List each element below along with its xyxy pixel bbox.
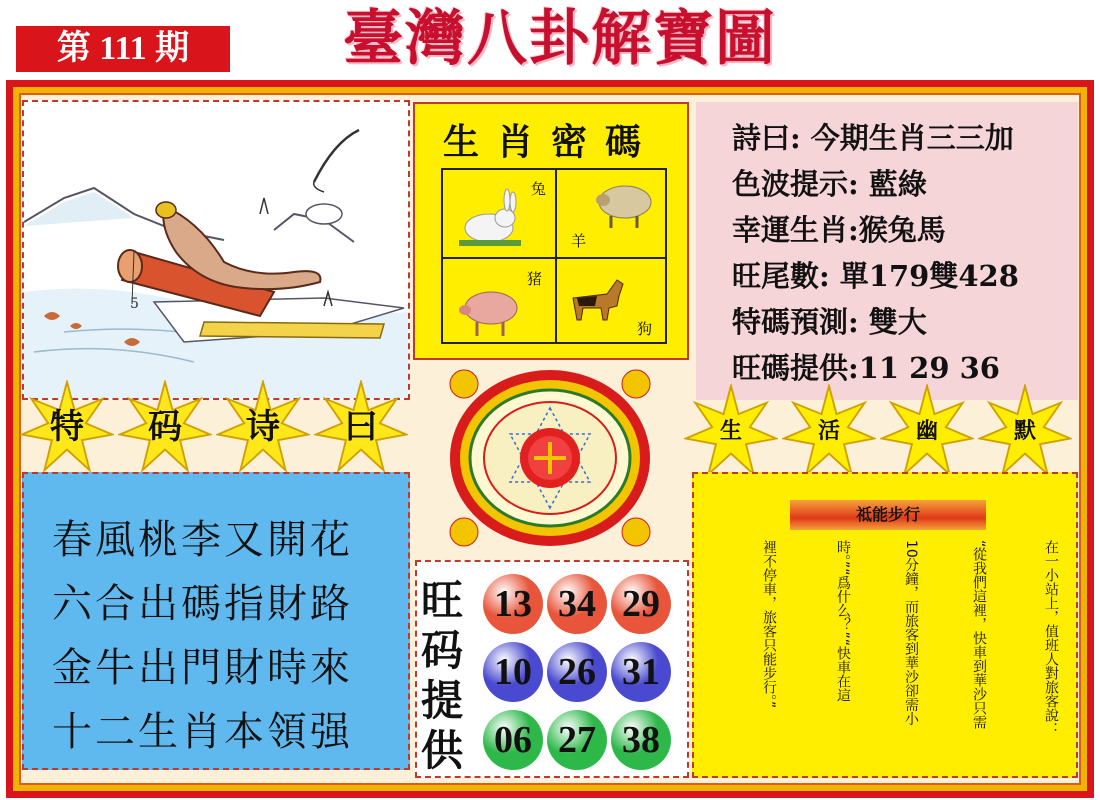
illustration-panel [22,100,410,400]
star-badge [978,384,1072,478]
humor-title: 祗能步行 [790,500,986,530]
zodiac-label-dog: 狗 [637,320,653,338]
star-char: 诗 [246,407,280,447]
rabbit-icon [455,188,525,248]
star-char: 曰 [344,407,378,447]
lucky-zodiac: 幸運生肖:猴兔馬 [732,213,946,247]
numbers-label-char: 旺 [421,576,464,625]
humor-panel [692,472,1078,778]
poem-hint: 詩曰: 今期生肖三三加 [732,121,1014,155]
dog-icon [567,270,627,326]
star-badge [20,380,114,474]
info-panel [696,102,1078,400]
humor-text-column: 10分鐘，而旅客到華沙卻需小 [903,540,919,726]
number-ball: 10 [483,642,543,702]
humor-text-column: 在一小站上，值班人對旅客說： [1043,540,1059,736]
tail-numbers: 旺尾數: 單179雙428 [732,259,1019,293]
poem-line: 六合出碼指財路 [52,581,353,627]
star-badge [118,380,212,474]
number-ball: 29 [611,574,671,634]
pig-icon [457,282,527,338]
star-badge [216,380,310,474]
color-hint: 色波提示: 藍綠 [732,167,927,201]
star-char: 活 [817,418,840,444]
star-char: 生 [719,418,742,444]
fishing-otter-illustration [24,102,408,398]
zodiac-label-sheep: 羊 [571,232,587,250]
star-char: 码 [148,407,182,447]
numbers-label-char: 提 [421,676,464,725]
special-prediction: 特碼預測: 雙大 [732,305,927,339]
zodiac-label-pig: 猪 [527,270,543,288]
number-ball: 31 [611,642,671,702]
poem-panel [22,472,410,770]
poem-line: 春風桃李又開花 [52,517,353,563]
numbers-label-char: 码 [421,626,464,675]
zodiac-code-panel [413,102,689,360]
star-char: 特 [50,407,84,447]
star-char: 默 [1013,418,1036,444]
star-badge [314,380,408,474]
humor-text-column: “從我們這裡，快車到華沙只需 [971,540,987,730]
page-title: 臺灣八卦解寶圖 [343,4,777,74]
number-ball: 27 [547,710,607,770]
number-ball: 34 [547,574,607,634]
humor-text-column: 裡不停車，旅客只能步行。” [761,540,777,709]
number-ball: 26 [547,642,607,702]
number-ball: 06 [483,710,543,770]
poem-line: 金牛出門財時來 [52,645,353,691]
issue-number: 第 111 期 [16,26,230,72]
zodiac-title: 生肖密碼 [442,121,659,163]
hot-numbers-panel [415,560,689,778]
star-badge [684,384,778,478]
number-ball: 38 [611,710,671,770]
hot-numbers: 旺碼提供:11 29 36 [732,351,1000,385]
bagua-compass-icon [440,362,660,552]
star-badge [782,384,876,478]
star-badge [880,384,974,478]
number-ball: 13 [483,574,543,634]
poem-line: 十二生肖本領强 [52,709,353,755]
numbers-label-char: 供 [421,726,464,775]
zodiac-grid [441,168,667,344]
zodiac-label-rabbit: 兔 [531,180,547,198]
illustration-mark: 5 [130,296,139,312]
star-char: 幽 [915,418,938,444]
humor-text-column: 時。”“爲什么？”“快車在這 [835,540,851,703]
sheep-icon [593,178,657,230]
